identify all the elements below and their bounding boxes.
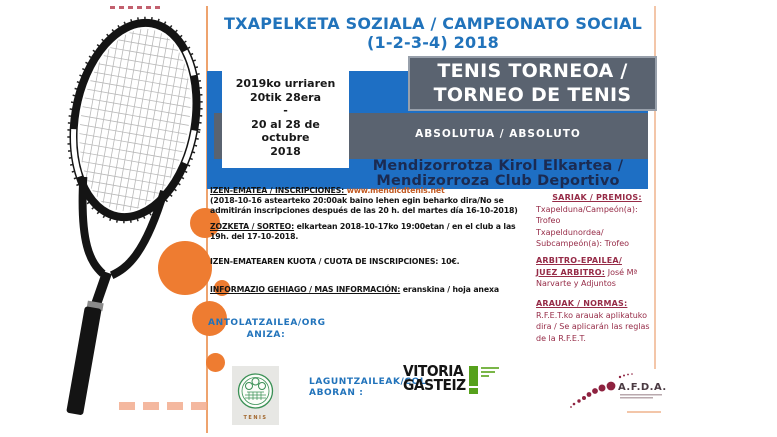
poster-title [210, 14, 656, 52]
rules-text: R.F.E.T.ko arauak aplikatuko dira / Se aplicarán las reglas de la R.F.E.T. [536, 310, 650, 343]
category-label: ABSOLUTUA / ABSOLUTO [415, 128, 581, 140]
inscriptions-note: (2018-10-16 astearteko 20:00ak baino lehen egin beharko dira/No se admitirán inscripciones después de las 20 h. del martes día 16-10-2018) [210, 196, 518, 215]
draw-paragraph [210, 222, 536, 242]
draw-label: ZOZKETA / SORTEO: [210, 222, 295, 231]
date-line: 2018 [270, 144, 301, 158]
top-dashed-line [110, 6, 164, 9]
afda-wordmark: A.F.D.A. [618, 382, 667, 393]
more-info-text: eranskina / hoja anexa [400, 285, 499, 294]
prizes-heading: SARIAK / PREMIOS: [552, 193, 642, 202]
title-line-2: (1-2-3-4) 2018 [367, 33, 499, 52]
date-panel [222, 67, 349, 168]
gasteiz-word: GASTEIZ [403, 375, 466, 394]
decor-dot [158, 241, 212, 295]
organizer-line-2: ANIZA: [246, 330, 286, 340]
vitoria-gasteiz-logo [403, 362, 513, 405]
inscriptions-url-link[interactable]: www.mendicdtenis.net [346, 186, 445, 195]
prizes-section [536, 192, 658, 250]
organizer-label [208, 317, 324, 341]
club-name-line-1: Mendizorrotza Kirol Elkartea / [372, 158, 624, 174]
date-line: - [283, 104, 288, 117]
collaborators-line-1: LAGUNTZAILEAK/COL [309, 377, 427, 387]
fee-paragraph: IZEN-EMATEAREN KUOTA / CUOTA DE INSCRIPCIONES: 10€. [210, 257, 460, 266]
prizes-line: Txapelduna/Campeón(a): Trofeo [536, 204, 638, 225]
inscriptions-label: IZEN-EMATEA / INSCRIPCIONES: [210, 186, 347, 195]
afda-logo [568, 371, 673, 413]
club-logo-caption: TENIS [243, 415, 268, 421]
more-info-label: INFORMAZIO GEHIAGO / MAS INFORMACIÓN: [210, 285, 401, 294]
referee-text: José Mª Narvarte y Adjuntos [536, 267, 638, 288]
club-name-line-2: Mendizorroza Club Deportivo [376, 173, 620, 189]
date-line: 2019ko urriaren [235, 77, 336, 90]
tennis-racket-image [40, 0, 210, 437]
more-info-paragraph [210, 285, 536, 295]
vitoria-word: VITORIA [403, 362, 464, 380]
tournament-title-line-1: TENIS TORNEOA / [437, 60, 628, 82]
prizes-line: Txapeldunordea/ Subcampeón(a): Trofeo [536, 227, 630, 248]
inscriptions-paragraph [210, 186, 536, 216]
referee-heading-line-1: ARBITRO-EPAILEA/ [536, 256, 622, 265]
bottom-dashed-line [119, 402, 213, 410]
date-line: 20tik 28era [249, 90, 322, 104]
club-name-banner [348, 159, 648, 189]
tournament-title-box [408, 56, 657, 111]
club-logo [232, 366, 279, 425]
referee-heading-line-2: JUEZ ARBITRO: [536, 267, 606, 277]
date-line: 20 al 28 de [251, 117, 320, 131]
green-exclamation-icon [469, 366, 478, 394]
draw-text: elkartean 2018-10-17ko 19:00etan / en el club a las 19h. del 17-10-2018. [210, 222, 516, 241]
rules-section [536, 298, 658, 344]
title-line-1: TXAPELKETA SOZIALA / CAMPEONATO SOCIAL [224, 14, 642, 33]
rules-heading: ARAUAK / NORMAS: [536, 299, 628, 308]
date-line: octubre [261, 131, 310, 144]
vitoria-gasteiz-wordmark [403, 362, 466, 394]
collaborators-line-2: ABORAN : [309, 388, 364, 398]
decor-dot [206, 353, 225, 372]
referee-section [536, 255, 658, 290]
tournament-title-line-2: TORNEO DE TENIS [433, 84, 632, 106]
green-capital-tagline [481, 367, 499, 379]
organizer-line-1: ANTOLATZAILEA/ORG [208, 318, 326, 328]
